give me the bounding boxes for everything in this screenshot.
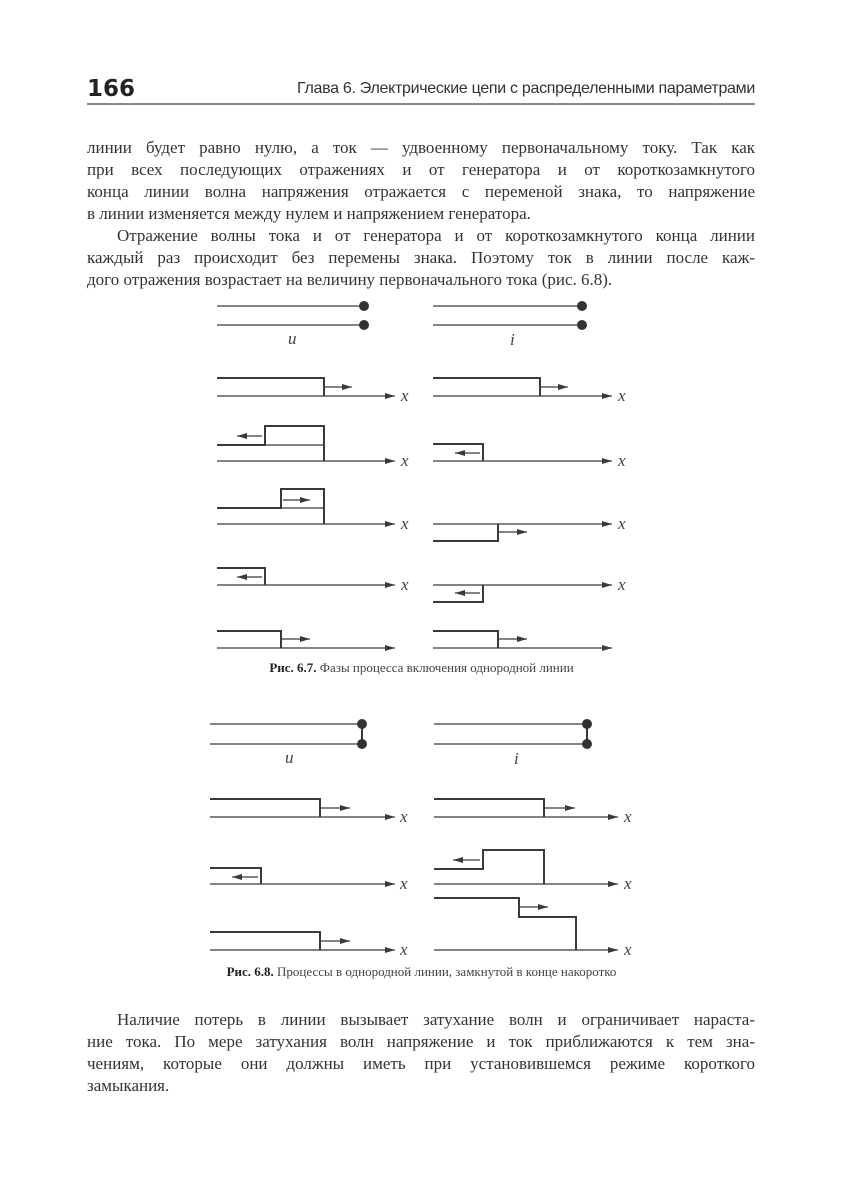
open-line-i xyxy=(433,301,587,349)
text-line: чениям, которые они должны иметь при установившемся режиме короткого xyxy=(87,1054,755,1073)
x-axis-label: x xyxy=(401,451,409,470)
x-axis-label: x xyxy=(400,940,408,959)
i-label: i xyxy=(514,749,519,768)
text-line: замыкания. xyxy=(87,1076,170,1095)
x-axis-label: x xyxy=(624,874,632,893)
page-number: 166 xyxy=(87,76,136,102)
text-line: каждый раз происходит без перемены знака. Поэтому ток в линии после каж- xyxy=(87,248,755,267)
text-line: ние тока. По мере затухания волн напряжение и ток приближаются к тем зна- xyxy=(87,1032,755,1051)
x-axis-label: x xyxy=(400,807,408,826)
running-header: Глава 6. Электрические цепи с распределенными параметрами xyxy=(297,80,755,97)
text-line: дого отражения возрастает на величину первоначального тока (рис. 6.8). xyxy=(87,270,613,289)
figure-number: Рис. 6.8. xyxy=(226,964,274,979)
text-line: при всех последующих отражениях и от генератора и от короткозамкнутого xyxy=(87,160,755,179)
text-line: в линии изменяется между нулем и напряжением генератора. xyxy=(87,204,531,223)
figure-6-7 xyxy=(217,301,626,648)
figure-6-7-caption xyxy=(0,660,843,676)
paragraph-3 xyxy=(87,1009,755,1097)
x-axis-label: x xyxy=(618,451,626,470)
text-line: конца линии волна напряжения отражается с переменой знака, то напряжение xyxy=(87,182,755,201)
caption-text: Фазы процесса включения однородной линии xyxy=(319,660,574,675)
u-label: u xyxy=(288,329,297,348)
open-line-u xyxy=(217,301,369,348)
caption-text: Процессы в однородной линии, замкнутой в конце накоротко xyxy=(277,964,617,979)
x-axis-label: x xyxy=(401,386,409,405)
text-line: линии будет равно нулю, а ток — удвоенному первоначальному току. Так как xyxy=(87,138,755,157)
shorted-line-u xyxy=(210,719,367,767)
u-label: u xyxy=(285,748,294,767)
figure-6-8-caption xyxy=(0,964,843,980)
shorted-line-i xyxy=(434,719,592,768)
x-axis-label: x xyxy=(400,874,408,893)
x-axis-label: x xyxy=(401,575,409,594)
text-line: Наличие потерь в линии вызывает затухание волн и ограничивает нараста- xyxy=(117,1010,755,1029)
x-axis-label: x xyxy=(401,514,409,533)
x-axis-label: x xyxy=(624,940,632,959)
x-axis-label: x xyxy=(618,514,626,533)
figure-6-8 xyxy=(210,719,632,959)
x-axis-label: x xyxy=(624,807,632,826)
x-axis-label: x xyxy=(618,386,626,405)
text-line: Отражение волны тока и от генератора и от короткозамкнутого конца линии xyxy=(117,226,755,245)
x-axis-label: x xyxy=(618,575,626,594)
i-label: i xyxy=(510,330,515,349)
figure-number: Рис. 6.7. xyxy=(269,660,317,675)
